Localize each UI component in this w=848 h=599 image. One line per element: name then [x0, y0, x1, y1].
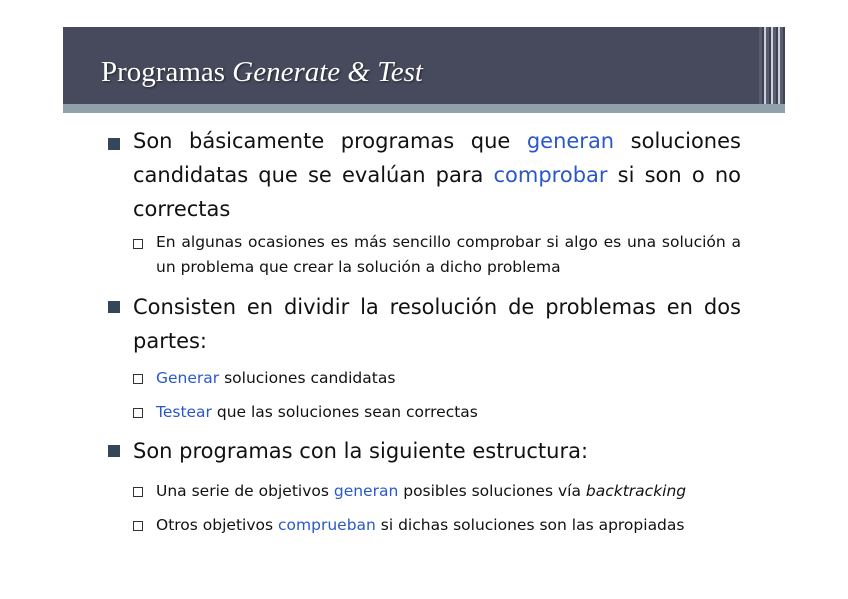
- sub-item-2: Generar soluciones candidatas: [156, 369, 396, 387]
- bullet-item-1: Son básicamente programas que generan soluciones candidatas que se evalúan para comprobar si son o no correctas: [133, 129, 741, 221]
- title-italic: Generate & Test: [232, 56, 423, 88]
- sub-item-4: Una serie de objetivos generan posibles soluciones vía backtracking: [156, 482, 687, 500]
- sub-item-1: En algunas ocasiones es más sencillo comprobar si algo es una solución a un problema que crear la solución a dicho problema: [156, 233, 741, 276]
- sub-item-5: Otros objetivos comprueban si dichas soluciones son las apropiadas: [156, 516, 685, 534]
- square-bullet-icon: [108, 301, 120, 313]
- hollow-square-bullet-icon: [133, 487, 143, 497]
- title-bar-stripes: [759, 27, 785, 104]
- bullet-item-3: Son programas con la siguiente estructura:: [133, 439, 589, 463]
- square-bullet-icon: [108, 445, 120, 457]
- title-plain: Programas: [101, 56, 233, 88]
- hollow-square-bullet-icon: [133, 239, 143, 249]
- keyword-comprobar: comprobar: [493, 163, 608, 187]
- sub-item-3: Testear que las soluciones sean correctas: [156, 403, 478, 421]
- hollow-square-bullet-icon: [133, 408, 143, 418]
- square-bullet-icon: [108, 138, 120, 150]
- bullet-item-2: Consisten en dividir la resolución de problemas en dos partes:: [133, 295, 741, 353]
- slide-title: [101, 56, 423, 89]
- title-underline: [63, 104, 785, 113]
- hollow-square-bullet-icon: [133, 521, 143, 531]
- hollow-square-bullet-icon: [133, 374, 143, 384]
- keyword-generan: generan: [526, 129, 615, 153]
